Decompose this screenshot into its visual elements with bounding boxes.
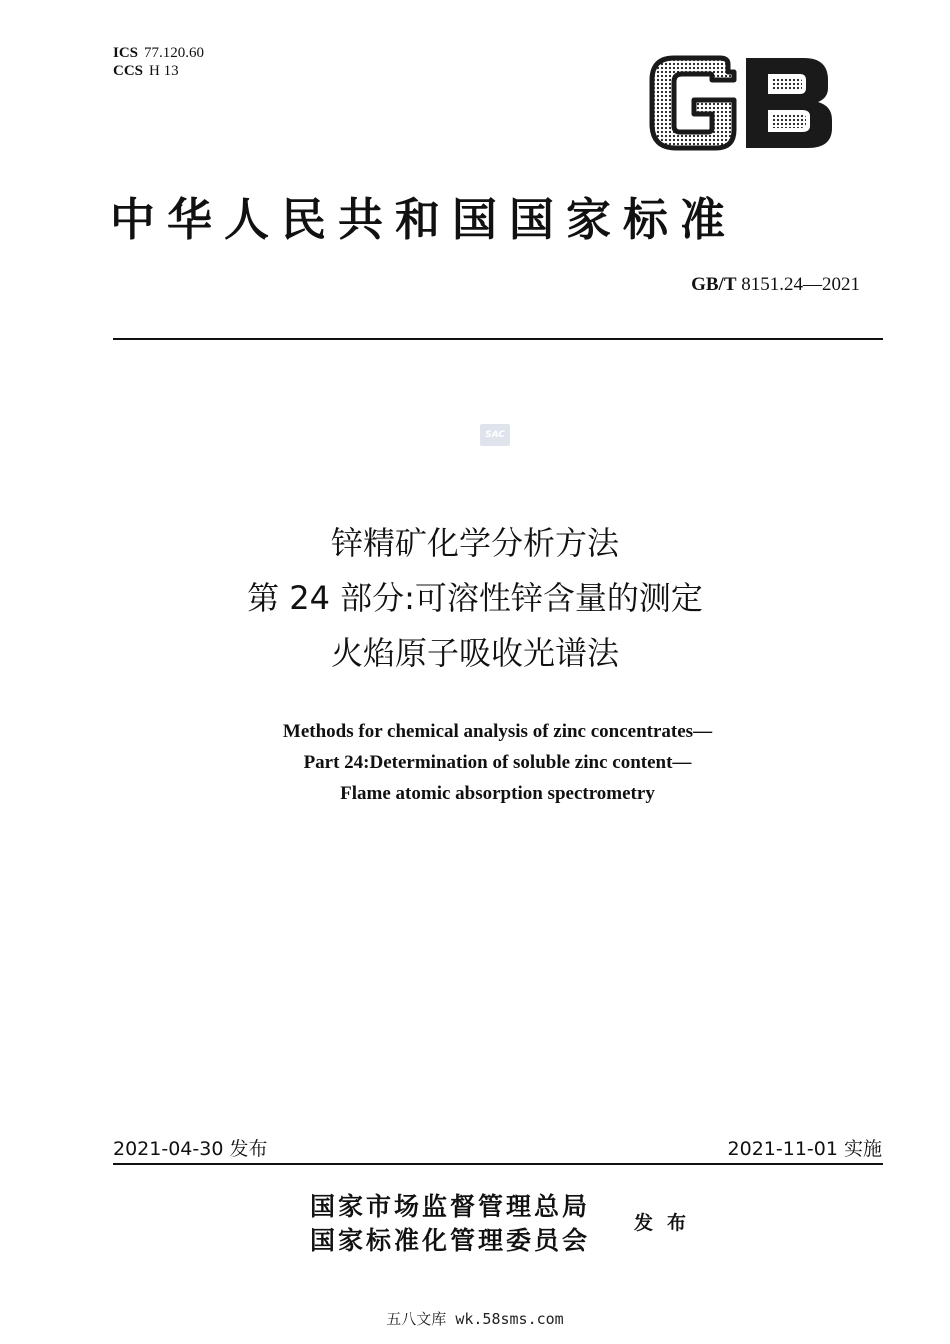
sac-watermark-logo: SAC [480, 424, 510, 446]
gb-logo-icon [640, 50, 840, 160]
issuing-authorities [310, 1190, 590, 1258]
chinese-title-line-2: 第 24 部分:可溶性锌含量的测定 [247, 579, 703, 617]
implementation-date: 2021-11-01 实施 [727, 1138, 882, 1160]
ics-label: ICS [113, 45, 139, 61]
standard-number-prefix: GB/T [691, 274, 737, 295]
english-title [0, 716, 950, 809]
standard-number [691, 274, 860, 296]
ccs-value: H 13 [149, 63, 179, 79]
classification-codes [113, 44, 204, 80]
issuer-samr: 国家市场监督管理总局 [310, 1192, 591, 1221]
ccs-label: CCS [113, 63, 144, 79]
standard-number-value: 8151.24—2021 [741, 274, 860, 295]
bottom-divider [113, 1163, 883, 1165]
gb-logo [640, 50, 840, 160]
publish-date: 2021-04-30 发布 [113, 1138, 268, 1160]
issue-label: 发布 [634, 1212, 701, 1234]
footer-watermark: 五八文库 wk.58sms.com [386, 1310, 564, 1328]
top-divider [113, 338, 883, 340]
chinese-title [0, 516, 950, 681]
ics-line [113, 44, 204, 62]
english-title-line-2: Part 24:Determination of soluble zinc content— [303, 752, 692, 773]
english-title-line-3: Flame atomic absorption spectrometry [340, 783, 655, 804]
national-standard-title: 中华人民共和国国家标准 [110, 193, 738, 246]
english-title-line-1: Methods for chemical analysis of zinc concentrates— [282, 721, 713, 742]
issuer-sac: 国家标准化管理委员会 [310, 1226, 591, 1255]
chinese-title-line-1: 锌精矿化学分析方法 [330, 524, 619, 562]
chinese-title-line-3: 火焰原子吸收光谱法 [330, 634, 619, 672]
ccs-line [113, 62, 204, 80]
ics-value: 77.120.60 [144, 45, 205, 61]
